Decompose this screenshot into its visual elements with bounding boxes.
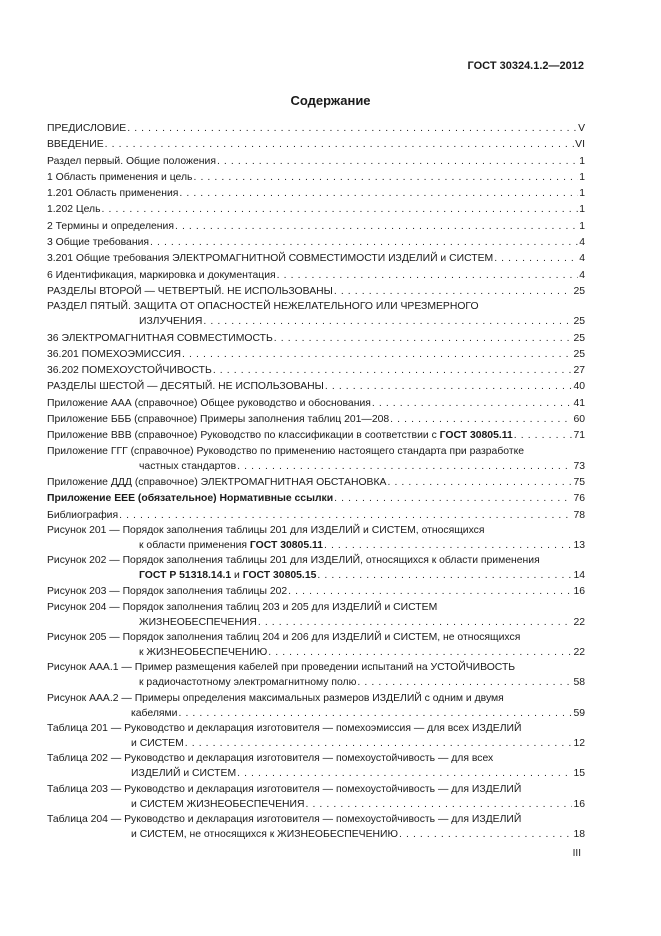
dot-leader: [105, 137, 575, 153]
toc-line: [47, 121, 585, 137]
toc-page-number: 40: [573, 381, 585, 393]
toc-entry-title: [47, 154, 216, 170]
toc-text: ИЗЛУЧЕНИЯ: [139, 316, 203, 328]
toc-entry-title: [139, 568, 316, 584]
toc-entry[interactable]: [47, 783, 585, 813]
toc-entry[interactable]: [47, 363, 585, 379]
toc-entry-title: [47, 554, 540, 568]
toc-text: и СИСТЕМ ЖИЗНЕОБЕСПЕЧЕНИЯ: [131, 798, 305, 810]
dot-leader: [357, 675, 572, 691]
toc-entry[interactable]: [47, 219, 585, 235]
dot-leader: [185, 736, 573, 752]
dot-leader: [182, 347, 572, 363]
toc-text: Рисунок 202 — Порядок заполнения таблицы 201 для ИЗДЕЛИЙ, относящихся к области применения: [47, 555, 540, 567]
toc-entry-title: [47, 268, 276, 284]
toc-page-number: 14: [573, 570, 585, 582]
toc-entry-title: [47, 631, 520, 645]
dot-leader: [288, 584, 572, 600]
toc-entry[interactable]: [47, 445, 585, 475]
dot-leader: [150, 235, 578, 251]
toc-line: [47, 347, 585, 363]
toc-page-number: 18: [573, 828, 585, 840]
toc-entry-title: [47, 445, 524, 459]
toc-entry-title: [139, 615, 257, 631]
toc-text: 3.201 Общие требования ЭЛЕКТРОМАГНИТНОЙ СОВМЕСТИМОСТИ ИЗДЕЛИЙ и СИСТЕМ: [47, 253, 494, 265]
toc-text: 3 Общие требования: [47, 237, 149, 249]
toc-page-number: 73: [573, 460, 585, 472]
toc-entry[interactable]: [47, 300, 585, 330]
toc-entry[interactable]: [47, 154, 585, 170]
toc-entry[interactable]: [47, 692, 585, 722]
toc-page-number: 16: [573, 798, 585, 810]
toc-text: Приложение ДДД (справочное) ЭЛЕКТРОМАГНИТНАЯ ОБСТАНОВКА: [47, 476, 387, 488]
toc-text: 2 Термины и определения: [47, 220, 174, 232]
toc-line: [47, 268, 585, 284]
toc-entry[interactable]: [47, 554, 585, 584]
toc-entry-title: [47, 235, 149, 251]
toc-text: Рисунок ААА.1 — Пример размещения кабелей при проведении испытаний на УСТОЙЧИВОСТЬ: [47, 662, 516, 674]
toc-entry-title: [47, 475, 386, 491]
toc-page-number: 25: [573, 285, 585, 297]
dot-leader: [390, 412, 572, 428]
toc-text: ИЗДЕЛИЙ и СИСТЕМ: [131, 768, 237, 780]
toc-line: [131, 766, 585, 782]
toc-text: Таблица 202 — Руководство и декларация изготовителя — помехоустойчивость — для всех: [47, 753, 494, 765]
toc-page-number: 1: [579, 204, 585, 216]
toc-line: [47, 508, 585, 524]
toc-text: частных стандартов: [139, 460, 237, 472]
toc-line: [47, 445, 585, 459]
toc-page-number: 16: [573, 586, 585, 598]
toc-text: ПРЕДИСЛОВИЕ: [47, 123, 127, 134]
toc-entry-title: [47, 508, 118, 524]
dot-leader: [325, 379, 573, 395]
toc-line: [47, 170, 585, 186]
dot-leader: [119, 508, 572, 524]
toc-entry-title: [47, 121, 126, 137]
toc-entry[interactable]: [47, 428, 585, 444]
toc-entry[interactable]: [47, 631, 585, 661]
toc-entry-title: [47, 379, 324, 395]
toc-text: Раздел первый. Общие положения: [47, 155, 216, 167]
toc-entry-title: [47, 300, 479, 314]
toc-page-number: 41: [573, 397, 585, 409]
toc-text: РАЗДЕЛЫ ВТОРОЙ — ЧЕТВЕРТЫЙ. НЕ ИСПОЛЬЗОВАНЫ: [47, 285, 333, 297]
toc-page-number: 1: [579, 171, 585, 183]
toc-page-number: 4: [579, 269, 585, 281]
toc-line: [47, 154, 585, 170]
toc-bold-text: ГОСТ 30805.15: [242, 570, 317, 582]
toc-line: [47, 554, 585, 568]
toc-text: Рисунок 203 — Порядок заполнения таблицы 202: [47, 586, 288, 598]
toc-page-number: V: [578, 123, 585, 134]
document-code: ГОСТ 30324.1.2—2012: [467, 60, 584, 72]
toc-entry[interactable]: [47, 347, 585, 363]
toc-page-number: 22: [573, 647, 585, 659]
toc-entry-title: [131, 736, 184, 752]
toc-line: [139, 314, 585, 330]
toc-entry-title: [47, 428, 513, 444]
toc-text: Рисунок 204 — Порядок заполнения таблиц 203 и 205 для ИЗДЕЛИЙ и СИСТЕМ: [47, 601, 438, 613]
toc-text: Рисунок 205 — Порядок заполнения таблиц 204 и 206 для ИЗДЕЛИЙ и СИСТЕМ, не относящихся: [47, 632, 521, 644]
toc-entry-title: [131, 827, 398, 843]
toc-line: [47, 428, 585, 444]
toc-entry[interactable]: [47, 722, 585, 752]
toc-line: [47, 331, 585, 347]
toc-entry-title: [47, 396, 371, 412]
toc-line: [47, 475, 585, 491]
toc-entry[interactable]: [47, 235, 585, 251]
toc-entry[interactable]: [47, 661, 585, 691]
toc-text: Рисунок ААА.2 — Примеры определения максимальных размеров ИЗДЕЛИЙ с одним и двумя: [47, 692, 504, 704]
toc-line: [47, 491, 585, 507]
dot-leader: [334, 284, 573, 300]
toc-entry-title: [47, 584, 287, 600]
toc-line: [47, 379, 585, 395]
toc-entry-title: [47, 752, 493, 766]
toc-entry-title: [47, 202, 101, 218]
toc-entry-title: [47, 524, 484, 538]
toc-entry-title: [47, 170, 192, 186]
toc-entry-title: [47, 284, 333, 300]
toc-page-number: 25: [573, 332, 585, 344]
toc-entry-title: [47, 363, 212, 379]
toc-entry-title: [47, 783, 521, 797]
toc-line: [131, 736, 585, 752]
toc-entry-title: [47, 347, 181, 363]
toc-entry-title: [47, 692, 504, 706]
toc-text: кабелями: [131, 707, 178, 719]
toc-page-number: 25: [573, 316, 585, 328]
toc-bold-text: ГОСТ 30805.11: [249, 539, 323, 551]
toc-line: [47, 363, 585, 379]
toc-entry[interactable]: [47, 121, 585, 137]
dot-leader: [324, 538, 572, 554]
dot-leader: [175, 219, 578, 235]
toc-text: ЖИЗНЕОБЕСПЕЧЕНИЯ: [139, 616, 257, 628]
toc-text: 36 ЭЛЕКТРОМАГНИТНАЯ СОВМЕСТИМОСТЬ: [47, 332, 273, 344]
toc-line: [139, 645, 585, 661]
toc-page-number: 4: [579, 237, 585, 249]
toc-entry-title: [47, 601, 437, 615]
toc-entry-title: [47, 331, 273, 347]
toc-entry[interactable]: [47, 524, 585, 554]
toc-text: к радиочастотному электромагнитному полю: [139, 677, 357, 689]
toc-page-number: 75: [573, 476, 585, 488]
toc-bold-text: Приложение ЕЕЕ (обязательное) Нормативные ссылки: [47, 493, 334, 505]
toc-line: [47, 300, 585, 314]
toc-entry[interactable]: [47, 251, 585, 267]
toc-line: [47, 584, 585, 600]
toc-text: к области применения: [139, 539, 250, 551]
toc-page-number: VI: [575, 139, 585, 151]
toc-entry[interactable]: [47, 170, 585, 186]
toc-line: [47, 661, 585, 675]
page-title: Содержание: [290, 93, 371, 108]
toc-page-number: 25: [573, 348, 585, 360]
toc-bold-text: ГОСТ Р 51318.14.1: [139, 570, 232, 582]
toc-line: [47, 783, 585, 797]
toc-text: ВВЕДЕНИЕ: [47, 139, 104, 151]
toc-entry[interactable]: [47, 752, 585, 782]
toc-line: [47, 752, 585, 766]
toc-entry-title: [47, 186, 178, 202]
toc-entry[interactable]: [47, 584, 585, 600]
toc-line: [47, 251, 585, 267]
toc-entry[interactable]: [47, 813, 585, 843]
toc-entry[interactable]: [47, 601, 585, 631]
toc-text: 36.202 ПОМЕХОУСТОЙЧИВОСТЬ: [47, 365, 212, 377]
toc-text: РАЗДЕЛ ПЯТЫЙ. ЗАЩИТА ОТ ОПАСНОСТЕЙ НЕЖЕЛАТЕЛЬНОГО ИЛИ ЧРЕЗМЕРНОГО: [47, 301, 479, 313]
toc-entry-title: [139, 538, 323, 554]
toc-entry-title: [131, 797, 304, 813]
toc-entry[interactable]: [47, 137, 585, 153]
toc-entry-title: [47, 813, 521, 827]
toc-text: 36.201 ПОМЕХОЭМИССИЯ: [47, 348, 182, 360]
toc-entry-title: [139, 459, 236, 475]
dot-leader: [514, 428, 573, 444]
toc-page-number: 60: [573, 414, 585, 426]
toc-entry[interactable]: [47, 379, 585, 395]
toc-text: 1 Область применения и цель: [47, 171, 193, 183]
toc-line: [47, 722, 585, 736]
toc-line: [47, 235, 585, 251]
toc-entry-title: [47, 661, 515, 675]
toc-text: 1.201 Область применения: [47, 188, 179, 200]
toc-text: 1.202 Цель: [47, 204, 101, 216]
toc-line: [139, 538, 585, 554]
toc-entry[interactable]: [47, 396, 585, 412]
dot-leader: [494, 251, 578, 267]
toc-line: [47, 631, 585, 645]
toc-page-number: 4: [579, 253, 585, 265]
toc-entry-title: [47, 722, 521, 736]
toc-page-number: 59: [573, 707, 585, 719]
toc-text: Таблица 204 — Руководство и декларация изготовителя — помехоустойчивость — для ИЗДЕЛИЙ: [47, 813, 522, 825]
toc-entry[interactable]: [47, 508, 585, 524]
dot-leader: [203, 314, 572, 330]
toc-text: РАЗДЕЛЫ ШЕСТОЙ — ДЕСЯТЫЙ. НЕ ИСПОЛЬЗОВАНЫ: [47, 381, 324, 393]
toc-page-number: 78: [573, 509, 585, 521]
dot-leader: [399, 827, 572, 843]
toc-text: Рисунок 201 — Порядок заполнения таблицы 201 для ИЗДЕЛИЙ и СИСТЕМ, относящихся: [47, 524, 485, 536]
toc-entry[interactable]: [47, 412, 585, 428]
toc-page-number: 15: [573, 768, 585, 780]
toc-text: к ЖИЗНЕОБЕСПЕЧЕНИЮ: [139, 647, 268, 659]
toc-text: 6 Идентификация, маркировка и документация: [47, 269, 276, 281]
toc-entry-title: [139, 314, 202, 330]
toc-page-number: 27: [573, 365, 585, 377]
toc-line: [139, 675, 585, 691]
toc-line: [47, 692, 585, 706]
toc-line: [47, 219, 585, 235]
toc-line: [47, 137, 585, 153]
toc-text: Таблица 201 — Руководство и декларация изготовителя — помехоэмиссия — для всех ИЗДЕЛИЙ: [47, 722, 522, 734]
dot-leader: [237, 766, 572, 782]
dot-leader: [217, 154, 578, 170]
toc-line: [47, 524, 585, 538]
toc-line: [131, 797, 585, 813]
dot-leader: [213, 363, 573, 379]
toc-line: [131, 706, 585, 722]
toc-text: Таблица 203 — Руководство и декларация изготовителя — помехоустойчивость — для ИЗДЕЛИЙ: [47, 783, 522, 795]
toc-text: Приложение ВВВ (справочное) Руководство по классификации в соответствии с: [47, 430, 440, 442]
toc-page-number: 13: [573, 539, 585, 551]
dot-leader: [334, 491, 572, 507]
toc-line: [47, 412, 585, 428]
toc-entry-title: [139, 675, 356, 691]
page-number: III: [572, 848, 581, 859]
toc-text: Библиография: [47, 509, 119, 521]
toc-page-number: 1: [579, 188, 585, 200]
dot-leader: [274, 331, 573, 347]
toc-entry-title: [47, 219, 174, 235]
toc-entry[interactable]: [47, 491, 585, 507]
toc-page-number: 22: [573, 616, 585, 628]
toc-entry-title: [131, 766, 236, 782]
dot-leader: [178, 706, 572, 722]
toc-line: [47, 813, 585, 827]
toc-text: Приложение ГГГ (справочное) Руководство по применению настоящего стандарта при разработке: [47, 445, 525, 457]
toc-page-number: 1: [579, 155, 585, 167]
dot-leader: [179, 186, 578, 202]
toc-entry[interactable]: [47, 202, 585, 218]
toc-line: [47, 284, 585, 300]
toc-line: [47, 202, 585, 218]
toc-page-number: 71: [573, 430, 585, 442]
toc-text: Приложение ААА (справочное) Общее руководство и обоснования: [47, 397, 371, 409]
toc-text: и СИСТЕМ: [131, 737, 184, 749]
dot-leader: [237, 459, 572, 475]
toc-text: и: [231, 570, 243, 582]
dot-leader: [277, 268, 579, 284]
toc-page-number: 12: [573, 737, 585, 749]
toc-text: Приложение БББ (справочное) Примеры заполнения таблиц 201—208: [47, 414, 390, 426]
toc-bold-text: ГОСТ 30805.11: [439, 430, 513, 442]
toc-entry-title: [47, 491, 333, 507]
dot-leader: [372, 396, 573, 412]
toc-line: [47, 396, 585, 412]
toc-entry[interactable]: [47, 268, 585, 284]
dot-leader: [193, 170, 578, 186]
toc-entry-title: [47, 412, 389, 428]
dot-leader: [305, 797, 572, 813]
toc-page-number: 1: [579, 220, 585, 232]
dot-leader: [127, 121, 577, 137]
toc-line: [131, 827, 585, 843]
toc-entry-title: [47, 137, 104, 153]
dot-leader: [317, 568, 572, 584]
toc-entry[interactable]: [47, 475, 585, 491]
toc-line: [47, 601, 585, 615]
dot-leader: [268, 645, 572, 661]
toc-line: [139, 459, 585, 475]
dot-leader: [387, 475, 572, 491]
toc-line: [139, 568, 585, 584]
toc-page-number: 58: [573, 677, 585, 689]
toc-entry-title: [47, 251, 493, 267]
toc-entry[interactable]: [47, 331, 585, 347]
toc-page-number: 76: [573, 493, 585, 505]
dot-leader: [102, 202, 579, 218]
toc-line: [139, 615, 585, 631]
dot-leader: [258, 615, 573, 631]
table-of-contents: [47, 121, 585, 843]
toc-entry[interactable]: [47, 186, 585, 202]
toc-text: и СИСТЕМ, не относящихся к ЖИЗНЕОБЕСПЕЧЕНИЮ: [131, 828, 398, 840]
toc-entry-title: [139, 645, 267, 661]
toc-line: [47, 186, 585, 202]
toc-entry[interactable]: [47, 284, 585, 300]
toc-entry-title: [131, 706, 177, 722]
